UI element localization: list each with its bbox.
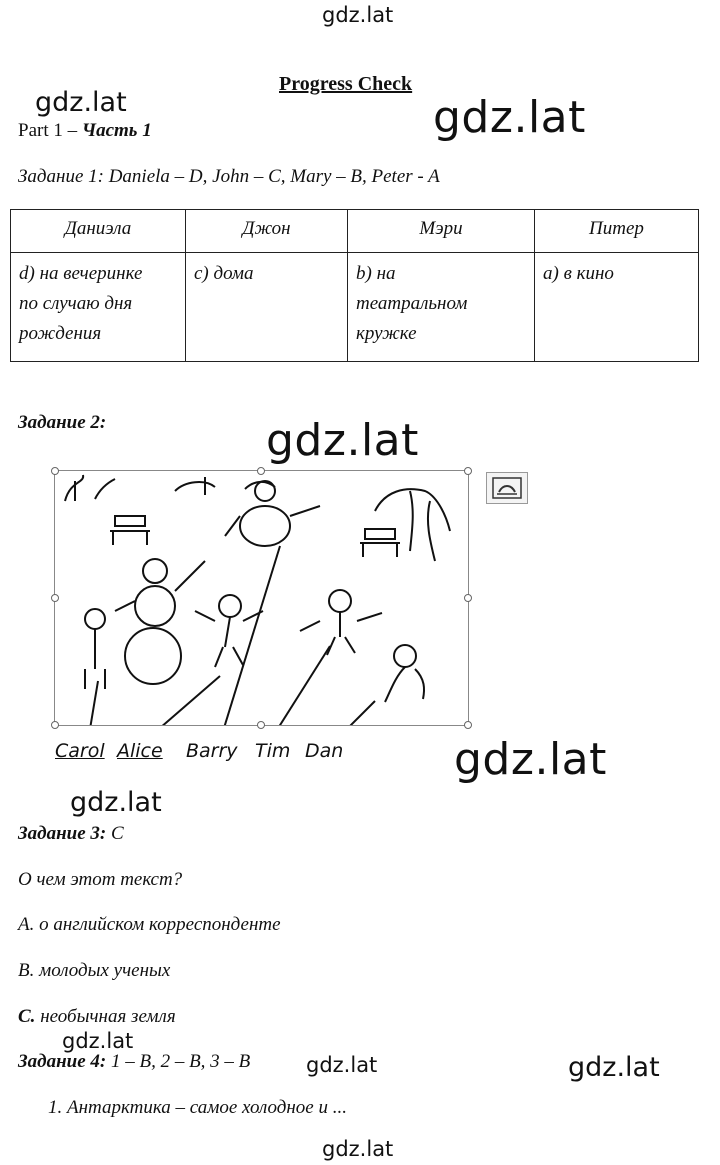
answers-table (10, 209, 699, 362)
cell-line: b) на (356, 263, 396, 284)
name-label: Tim (255, 740, 291, 762)
table-cell (186, 253, 348, 362)
watermark: gdz.lat (62, 1029, 134, 1053)
resize-handle[interactable] (257, 467, 265, 475)
resize-handle[interactable] (257, 721, 265, 729)
option-c-text: необычная земля (35, 1006, 176, 1027)
watermark: gdz.lat (70, 787, 162, 818)
header-cell: Питер (535, 210, 699, 253)
sketch-illustration (55, 471, 468, 725)
task3-answer: C (106, 823, 124, 844)
cell-line: c) дома (194, 263, 254, 284)
header-cell: Даниэла (11, 210, 186, 253)
task3-option-a: А. о английском корреспонденте (18, 914, 281, 935)
resize-handle[interactable] (464, 594, 472, 602)
task4-label: Задание 4: (18, 1051, 107, 1072)
name-label: Dan (305, 740, 344, 762)
task4-line (18, 1051, 250, 1073)
cell-line: d) на вечеринке (19, 263, 143, 284)
part-heading (18, 120, 152, 142)
winter-park-picture[interactable] (54, 470, 469, 726)
task4-item-1: 1. Антарктика – самое холодное и ... (48, 1097, 347, 1118)
header-cell: Джон (186, 210, 348, 253)
watermark: gdz.lat (266, 415, 419, 466)
resize-handle[interactable] (51, 467, 59, 475)
task3-option-c (18, 1006, 176, 1028)
name-label: Alice (117, 740, 163, 762)
watermark: gdz.lat (322, 3, 394, 27)
resize-handle[interactable] (51, 721, 59, 729)
part-prefix: Part 1 – (18, 120, 82, 141)
task3-option-b: B. молодых ученых (18, 960, 171, 981)
page-title: Progress Check (279, 73, 413, 95)
resize-handle[interactable] (464, 467, 472, 475)
part-label: Часть 1 (81, 120, 152, 141)
watermark: gdz.lat (322, 1137, 394, 1161)
table-cell (535, 253, 699, 362)
name-label: Barry (186, 740, 238, 762)
watermark: gdz.lat (306, 1053, 378, 1077)
watermark: gdz.lat (433, 92, 586, 143)
task3-question: О чем этот текст? (18, 869, 183, 890)
option-c-letter: C. (18, 1006, 36, 1027)
resize-handle[interactable] (464, 721, 472, 729)
watermark: gdz.lat (454, 734, 607, 785)
cell-line: театральном (356, 293, 468, 314)
task3-line (18, 823, 124, 845)
layout-options-icon[interactable] (486, 472, 528, 504)
resize-handle[interactable] (51, 594, 59, 602)
watermark: gdz.lat (35, 87, 127, 118)
task2-label: Задание 2: (18, 412, 107, 433)
cell-line: по случаю дня (19, 293, 133, 314)
cell-line: рождения (19, 323, 102, 344)
task4-answer: 1 – B, 2 – B, 3 – B (106, 1051, 251, 1072)
name-label: Carol (55, 740, 105, 762)
watermark: gdz.lat (568, 1052, 660, 1083)
task3-label: Задание 3: (18, 823, 107, 844)
table-cell (348, 253, 535, 362)
cell-line: кружке (356, 323, 417, 344)
table-cell (11, 253, 186, 362)
header-cell: Мэри (348, 210, 535, 253)
task1-text: Задание 1: Daniela – D, John – C, Mary – B, Peter - A (18, 166, 440, 187)
cell-line: a) в кино (543, 263, 614, 284)
